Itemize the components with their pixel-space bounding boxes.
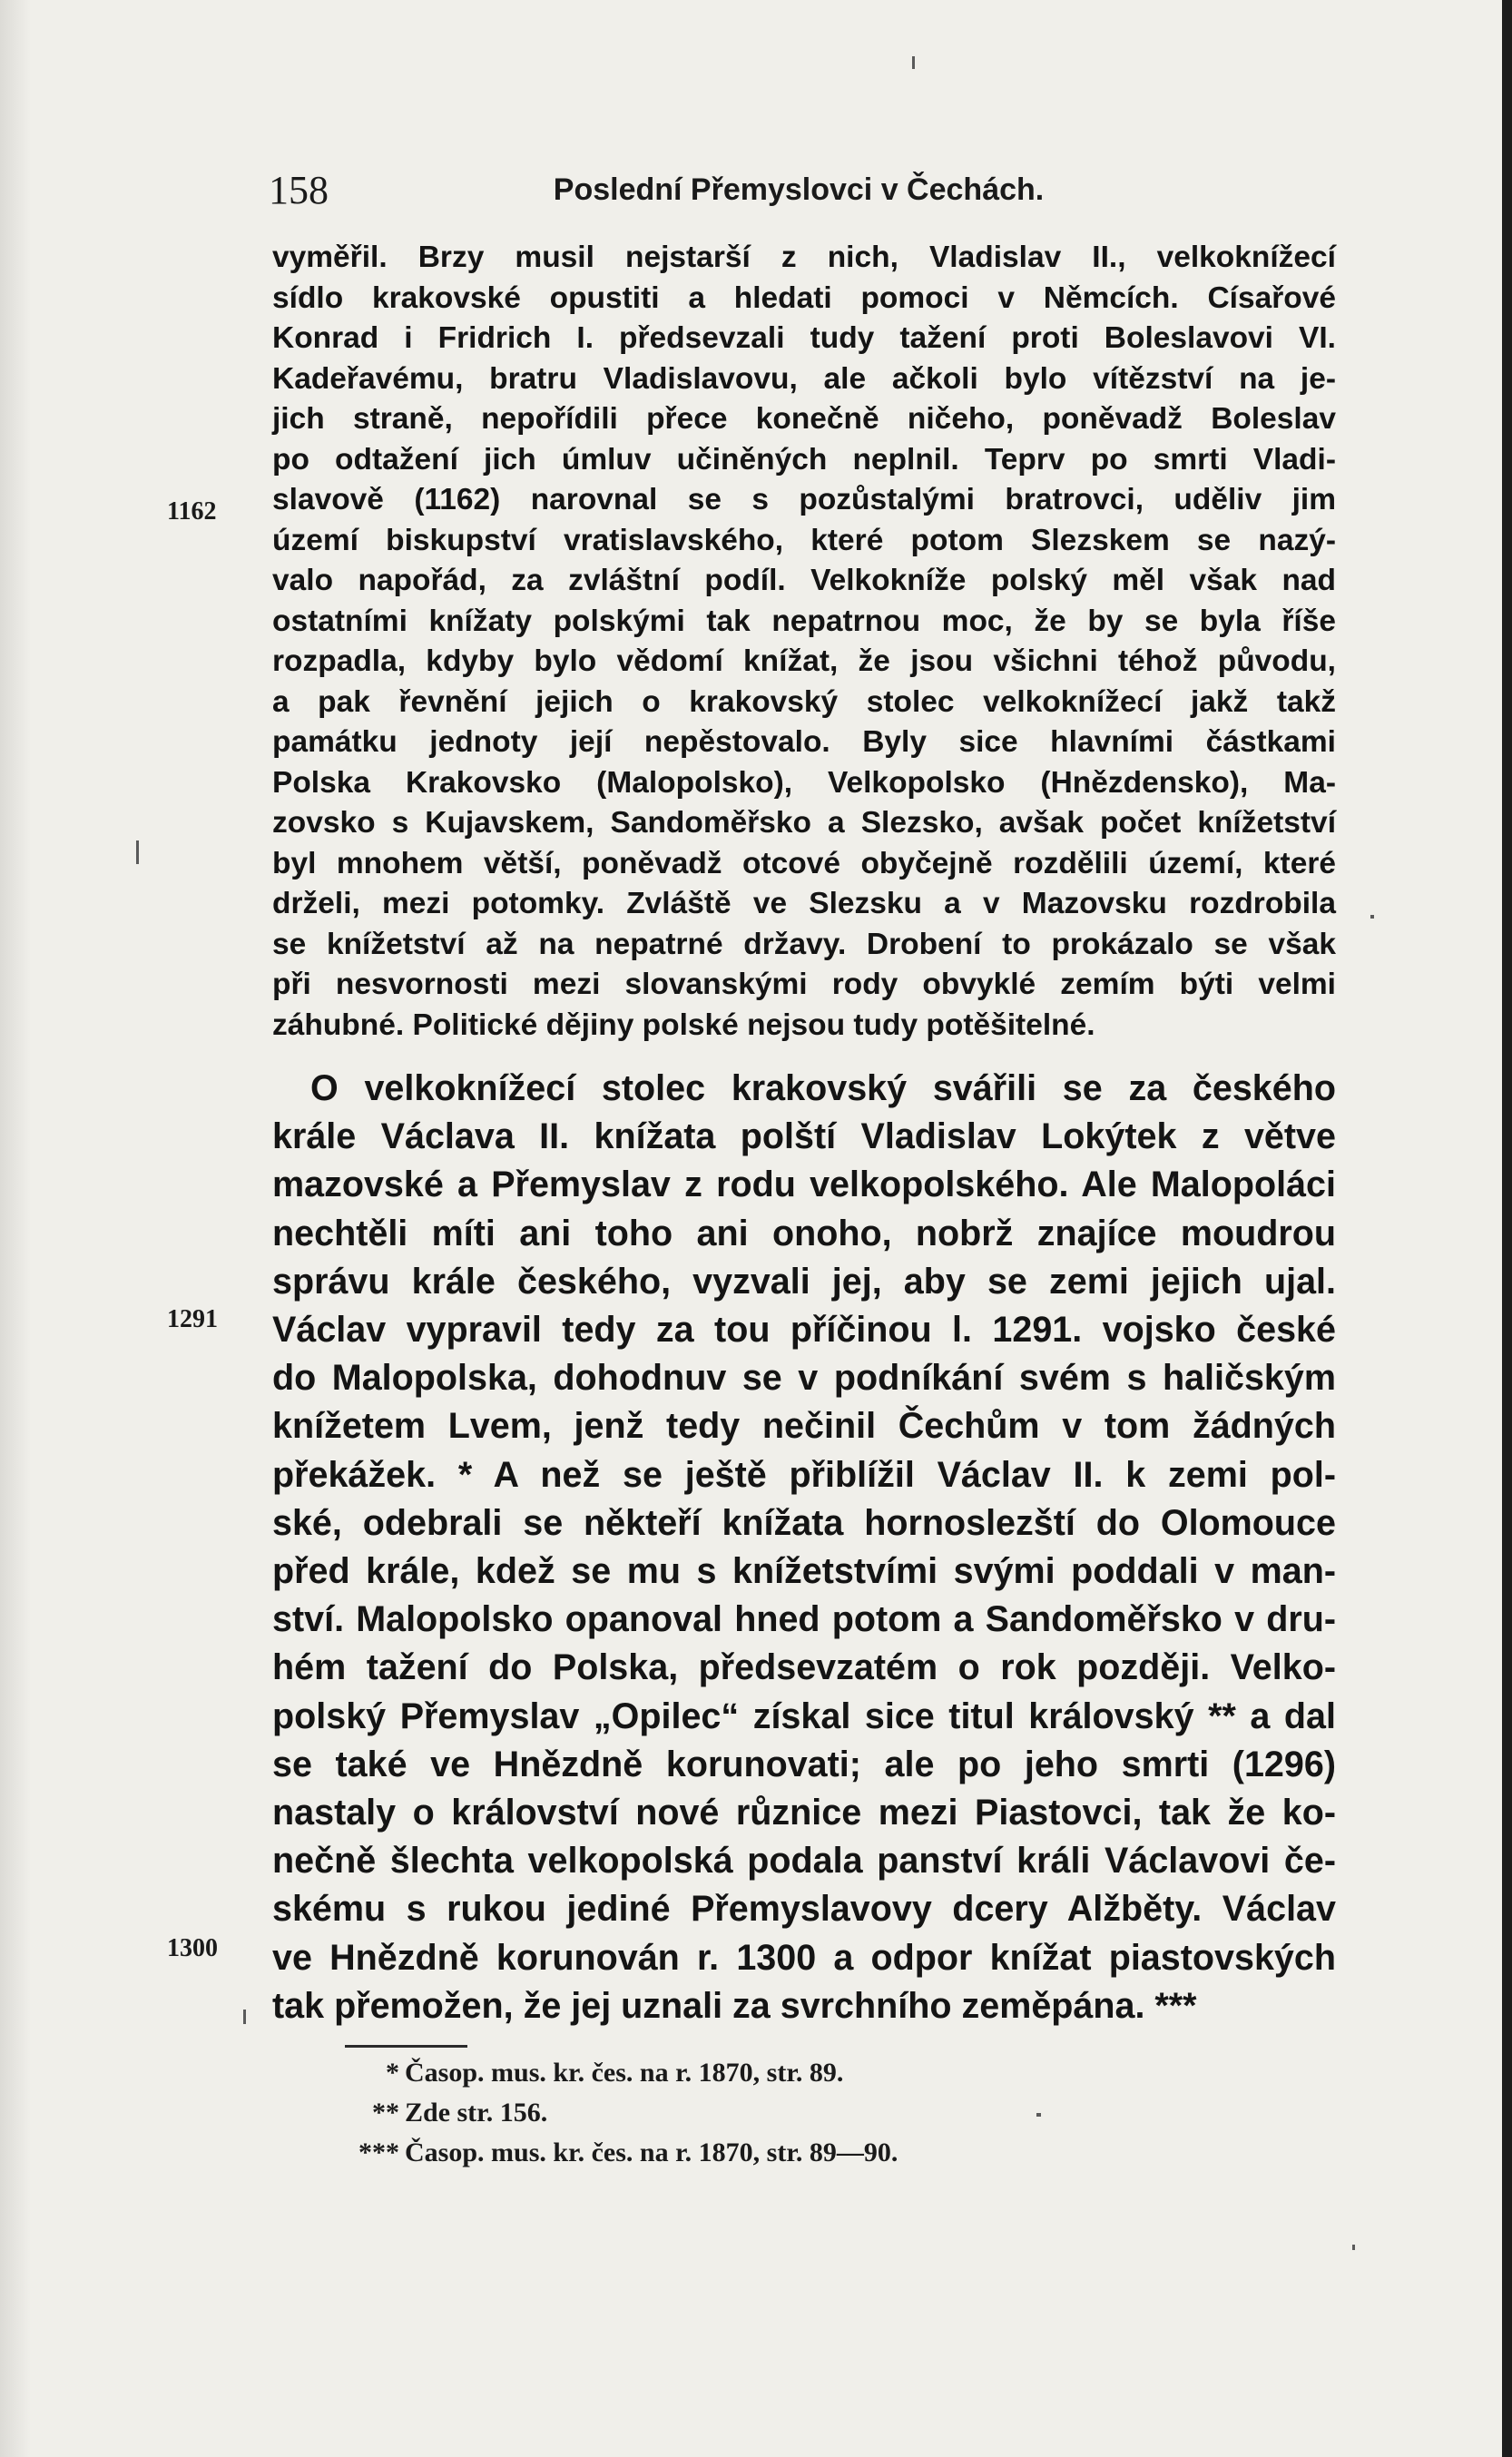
text-line: rozpadla, kdyby bylo vědomí knížat, že jsou všichni téhož původu, [272, 644, 1336, 678]
page-edge-shadow [0, 0, 31, 2457]
page-number: 158 [269, 168, 329, 212]
text-line: správu krále českého, vyzvali jej, aby se zemi jejich ujal. [272, 1261, 1336, 1302]
text-line: území biskupství vratislavského, které potom Slezskem se nazý- [272, 523, 1336, 557]
footnote-text: Časop. mus. kr. čes. na r. 1870, str. 89. [405, 2058, 844, 2088]
text-line: ské, odebrali se někteří knížata hornoslezští do Olomouce [272, 1502, 1336, 1543]
text-line: nečně šlechta velkopolská podala panství králi Václavovi če- [272, 1841, 1336, 1882]
text-line: do Malopolska, dohodnuv se v podníkání svém s haličským [272, 1358, 1336, 1399]
text-line: zovsko s Kujavskem, Sandoměřsko a Slezsko, avšak počet knížetství [272, 806, 1336, 840]
text-line: ve Hnězdně korunován r. 1300 a odpor knížat piastovských [272, 1937, 1336, 1978]
footnotes [345, 2053, 1162, 2173]
text-line: knížetem Lvem, jenž tedy nečinil Čechům v tom žádných [272, 1406, 1336, 1447]
footnote-mark: * [386, 2058, 399, 2088]
text-line: skému s rukou jediné Přemyslavovy dcery Alžběty. Václav [272, 1889, 1336, 1930]
text-line: hém tažení do Polska, předsevzatém o rok později. Velko- [272, 1647, 1336, 1688]
footnote [345, 2133, 1162, 2173]
text-line: krále Václava II. knížata polští Vladislav Lokýtek z větve [272, 1116, 1336, 1157]
margin-year-note: 1300 [167, 1934, 218, 1962]
dust-speck [1352, 2245, 1355, 2250]
text-line: před krále, kdež se mu s knížetstvími svými poddali v man- [272, 1551, 1336, 1592]
dust-speck [136, 840, 139, 864]
text-line: vyměřil. Brzy musil nejstarší z nich, Vladislav II., velkoknížecí [272, 241, 1336, 274]
page-header [269, 167, 1329, 218]
text-line: Kadeřavému, bratru Vladislavovu, ale ačkoli bylo vítězství na je- [272, 361, 1336, 396]
text-line: nastaly o království nové různice mezi Piastovci, tak že ko- [272, 1793, 1336, 1833]
text-line: Václav vypravil tedy za tou příčinou l. 1291. vojsko české [272, 1310, 1336, 1351]
footnote-text: Časop. mus. kr. čes. na r. 1870, str. 89—90. [405, 2138, 898, 2167]
running-title: Poslední Přemyslovci v Čechách. [553, 172, 1045, 207]
footnote-mark: ** [372, 2098, 399, 2128]
text-line: překážek. * A než se ještě přiblížil Václav II. k zemi pol- [272, 1454, 1336, 1495]
margin-year-note: 1291 [167, 1305, 218, 1333]
text-line: drželi, mezi potomky. Zvláště ve Slezsku a v Mazovsku rozdrobila [272, 887, 1336, 920]
footnote-divider [345, 2045, 467, 2048]
dust-speck [912, 56, 915, 69]
footnote-mark: *** [358, 2138, 399, 2167]
text-line: a pak řevnění jejich o krakovský stolec velkoknížecí jakž takž [272, 684, 1336, 719]
paragraph-small-print [272, 238, 1336, 1046]
text-line: tak přemožen, že jej uznali za svrchního zeměpána. *** [272, 1985, 1197, 2026]
text-line: při nesvornosti mezi slovanskými rody obvyklé zemím býti velmi [272, 968, 1336, 1001]
text-line: byl mnohem větší, poněvadž otcové obyčejně rozdělili území, které [272, 846, 1336, 880]
margin-year-note: 1162 [167, 497, 217, 526]
text-line: se knížetství až na nepatrné državy. Drobení to prokázalo se však [272, 927, 1336, 961]
text-line: památku jednoty její nepěstovalo. Byly sice hlavními částkami [272, 725, 1336, 759]
text-line: slavově (1162) narovnal se s pozůstalými bratrovci, uděliv jim [272, 483, 1336, 516]
text-line: Konrad i Fridrich I. předsevzali tudy tažení proti Boleslavovi VI. [272, 321, 1336, 355]
text-line: po odtažení jich úmluv učiněných neplnil. Teprv po smrti Vladi- [272, 442, 1336, 477]
text-line: ství. Malopolsko opanoval hned potom a Sandoměřsko v dru- [272, 1599, 1336, 1640]
footnote [345, 2093, 1162, 2133]
text-line: O velkoknížecí stolec krakovský svářili se za českého [310, 1068, 1336, 1108]
text-line: mazovské a Přemyslav z rodu velkopolského. Ale Malopoláci [272, 1165, 1336, 1205]
paragraph-main [272, 1065, 1336, 2030]
dust-speck [243, 2010, 246, 2024]
text-line: Polska Krakovsko (Malopolsko), Velkopolsko (Hnězdensko), Ma- [272, 765, 1336, 800]
text-line: nechtěli míti ani toho ani onoho, nobrž znajíce moudrou [272, 1213, 1336, 1253]
text-line: sídlo krakovské opustiti a hledati pomoci v Němcích. Císařové [272, 280, 1336, 315]
text-line: polský Přemyslav „Opilec“ získal sice titul královský ** a dal [272, 1695, 1336, 1736]
text-line: valo napořád, za zvláštní podíl. Velkokníže polský měl však nad [272, 564, 1336, 597]
text-line: ostatními knížaty polskými tak nepatrnou moc, že by se byla říše [272, 604, 1336, 638]
text-line: záhubné. Politické dějiny polské nejsou tudy potěšitelné. [272, 1007, 1095, 1042]
footnote-text: Zde str. 156. [405, 2098, 548, 2128]
text-line: jich straně, nepořídili přece konečně ničeho, poněvadž Boleslav [272, 402, 1336, 436]
text-line: se také ve Hnězdně korunovati; ale po jeho smrti (1296) [272, 1744, 1336, 1784]
dust-speck [1370, 915, 1374, 919]
footnote [345, 2053, 1162, 2093]
